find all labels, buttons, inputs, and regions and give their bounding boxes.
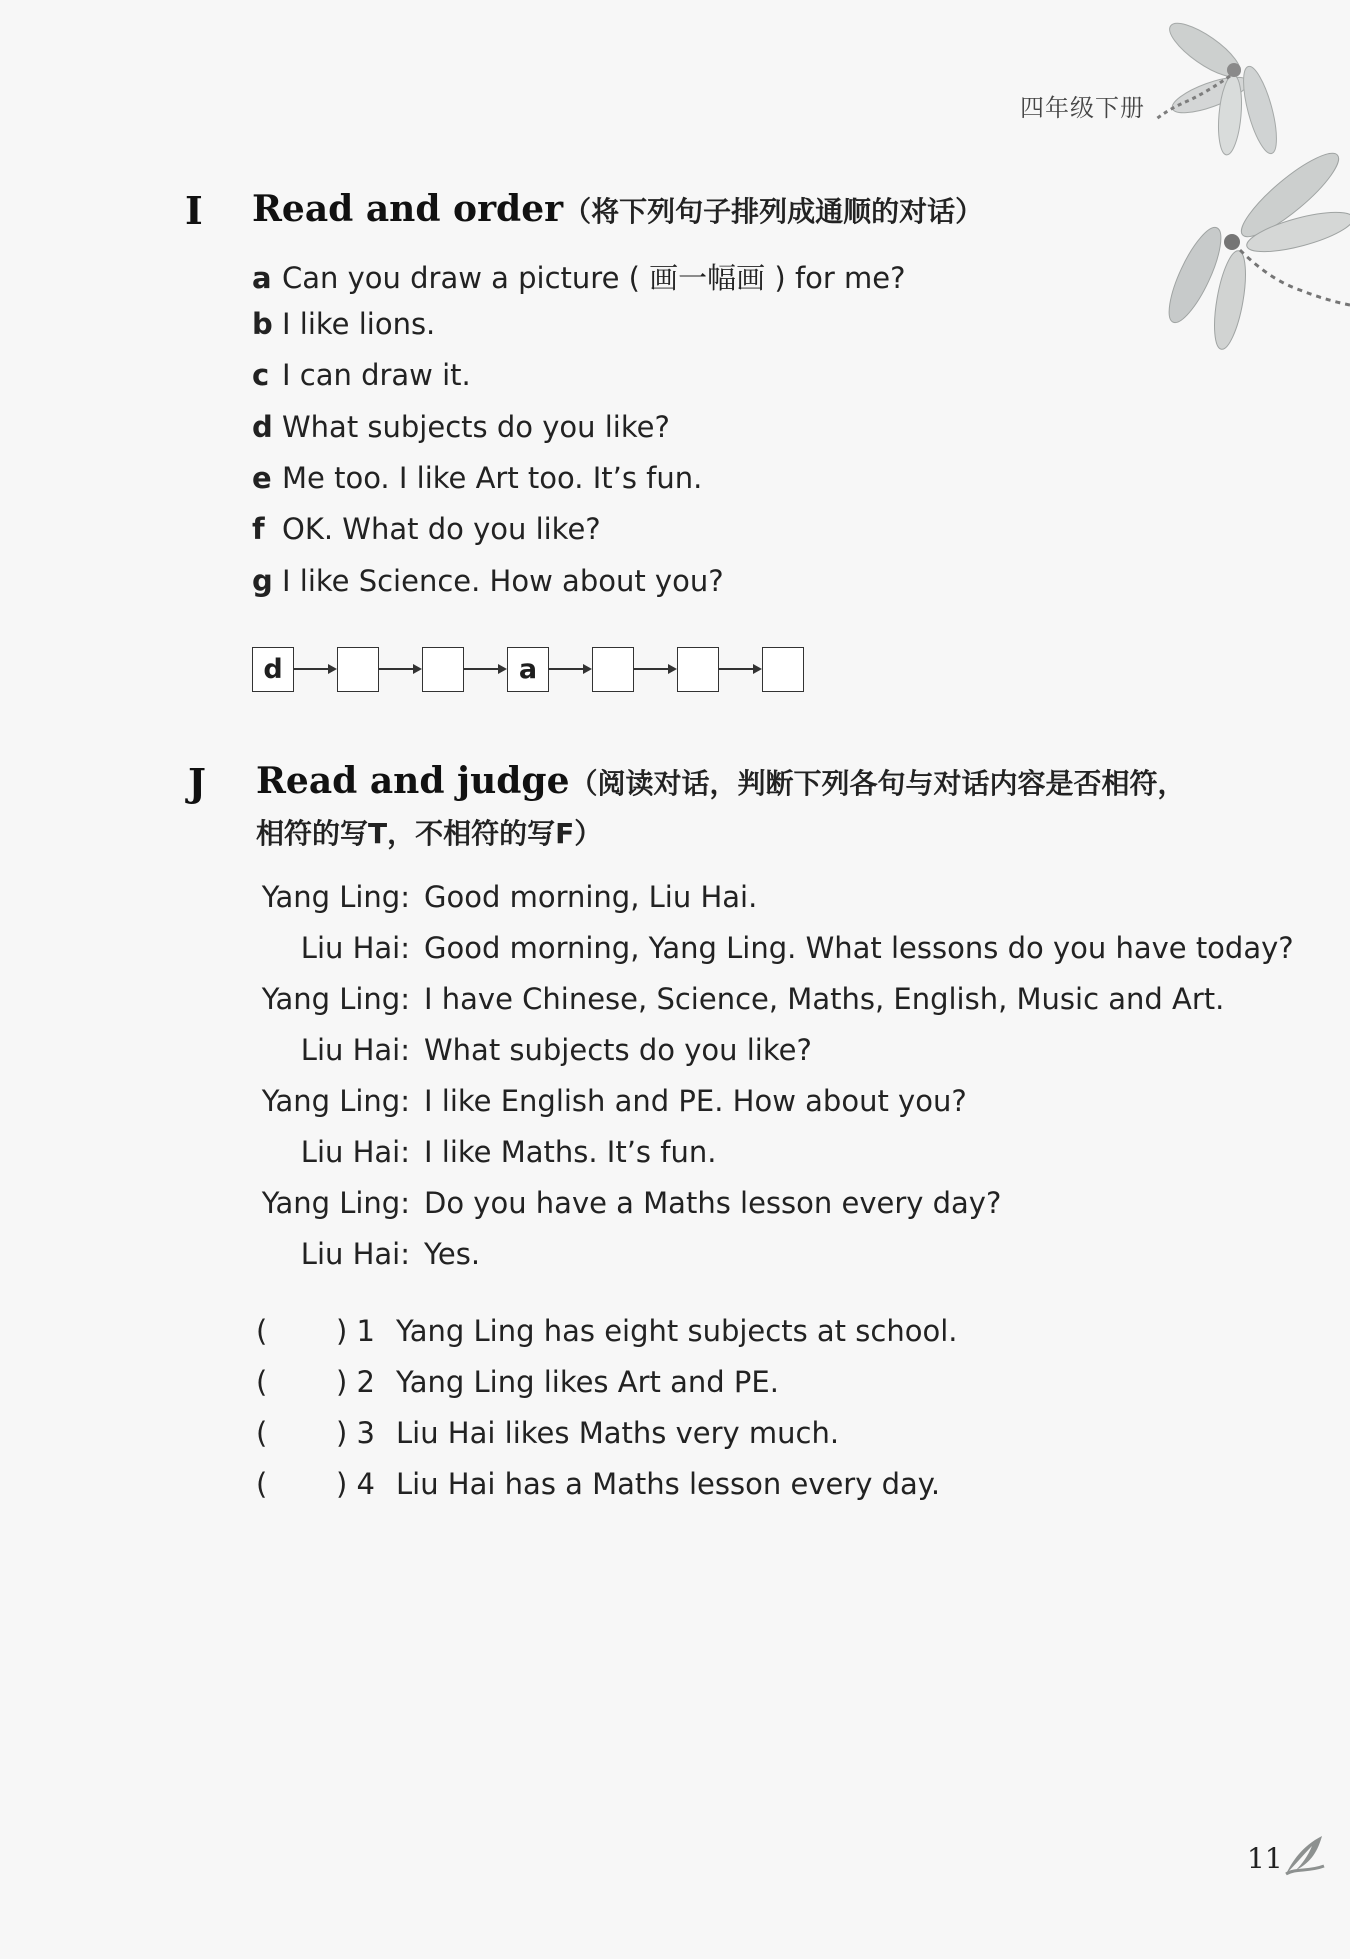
option-letter: c bbox=[252, 358, 270, 392]
statement-number: ) 4 bbox=[336, 1467, 375, 1501]
arrow-right-icon bbox=[719, 661, 762, 677]
option-b bbox=[252, 307, 435, 341]
dragonfly-illustration bbox=[1150, 10, 1350, 360]
answer-blank[interactable]: ( bbox=[256, 1314, 268, 1348]
dialogue-line bbox=[256, 1237, 480, 1271]
option-text: Can you draw a picture ( 画一幅画 ) for me? bbox=[282, 261, 906, 295]
option-text: I like lions. bbox=[282, 307, 436, 341]
arrow-right-icon bbox=[634, 661, 677, 677]
order-box-5[interactable] bbox=[592, 647, 634, 692]
arrow-right-icon bbox=[549, 661, 592, 677]
judge-statement-1 bbox=[256, 1314, 957, 1348]
page-number: 11 bbox=[1247, 1842, 1283, 1875]
section-j-heading bbox=[256, 760, 1186, 802]
speaker-name: Yang Ling: bbox=[261, 982, 410, 1016]
dialogue-text: Good morning, Yang Ling. What lessons do you have today? bbox=[424, 931, 1294, 965]
option-letter: b bbox=[252, 307, 273, 341]
option-g bbox=[252, 564, 724, 598]
statement-number: ) 2 bbox=[336, 1365, 375, 1399]
dialogue-line bbox=[256, 931, 1294, 965]
option-text: Me too. I like Art too. It’s fun. bbox=[282, 461, 703, 495]
statement-text: Yang Ling likes Art and PE. bbox=[396, 1365, 779, 1399]
order-box-7[interactable] bbox=[762, 647, 804, 692]
judge-statement-2 bbox=[256, 1365, 779, 1399]
speaker-name: Yang Ling: bbox=[261, 1186, 410, 1220]
dialogue-text: What subjects do you like? bbox=[424, 1033, 812, 1067]
option-text: I like Science. How about you? bbox=[282, 564, 724, 598]
judge-statement-3 bbox=[256, 1416, 839, 1450]
option-a bbox=[252, 256, 906, 297]
statement-number: ) 3 bbox=[336, 1416, 375, 1450]
speaker-name: Liu Hai: bbox=[300, 1135, 410, 1169]
option-letter: f bbox=[252, 512, 265, 546]
leaf-icon bbox=[1282, 1832, 1328, 1878]
dialogue-line bbox=[256, 1084, 967, 1118]
option-letter: d bbox=[252, 410, 273, 444]
order-box-1: d bbox=[252, 647, 294, 692]
option-letter: a bbox=[252, 261, 272, 295]
dialogue-text: I like Maths. It’s fun. bbox=[424, 1135, 717, 1169]
dialogue-line bbox=[256, 1135, 716, 1169]
order-box-6[interactable] bbox=[677, 647, 719, 692]
section-i-letter: I bbox=[185, 188, 203, 233]
dialogue-line bbox=[256, 982, 1224, 1016]
option-text: I can draw it. bbox=[282, 358, 471, 392]
section-j-letter: J bbox=[188, 760, 206, 805]
section-i-instruction: （将下列句子排列成通顺的对话） bbox=[563, 195, 984, 228]
answer-blank[interactable]: ( bbox=[256, 1365, 268, 1399]
section-j-instruction-line2: 相符的写T，不相符的写F） bbox=[256, 817, 603, 850]
answer-blank[interactable]: ( bbox=[256, 1416, 268, 1450]
dialogue-text: I have Chinese, Science, Maths, English, Music and Art. bbox=[424, 982, 1225, 1016]
statement-text: Yang Ling has eight subjects at school. bbox=[396, 1314, 958, 1348]
dialogue-line bbox=[256, 1033, 812, 1067]
option-letter: g bbox=[252, 564, 273, 598]
section-i-heading bbox=[252, 188, 983, 230]
statement-number: ) 1 bbox=[336, 1314, 375, 1348]
dialogue-text: Good morning, Liu Hai. bbox=[424, 880, 758, 914]
grade-label: 四年级下册 bbox=[1020, 94, 1145, 122]
judge-statement-4 bbox=[256, 1467, 940, 1501]
arrow-right-icon bbox=[464, 661, 507, 677]
option-letter: e bbox=[252, 461, 272, 495]
section-j-title: Read and judge bbox=[256, 760, 570, 802]
option-text: OK. What do you like? bbox=[282, 512, 601, 546]
speaker-name: Yang Ling: bbox=[261, 1084, 410, 1118]
order-chain bbox=[252, 645, 804, 693]
statement-text: Liu Hai likes Maths very much. bbox=[396, 1416, 840, 1450]
speaker-name: Yang Ling: bbox=[261, 880, 410, 914]
option-d bbox=[252, 410, 670, 444]
dialogue-text: Yes. bbox=[424, 1237, 481, 1271]
speaker-name: Liu Hai: bbox=[300, 1033, 410, 1067]
dialogue-line bbox=[256, 880, 757, 914]
arrow-right-icon bbox=[294, 661, 337, 677]
option-e bbox=[252, 461, 702, 495]
order-box-2[interactable] bbox=[337, 647, 379, 692]
dialogue-text: Do you have a Maths lesson every day? bbox=[424, 1186, 1002, 1220]
section-j-instruction-line1: （阅读对话，判断下列各句与对话内容是否相符， bbox=[569, 767, 1186, 800]
option-text: What subjects do you like? bbox=[282, 410, 670, 444]
option-c bbox=[252, 358, 471, 392]
section-i-title: Read and order bbox=[252, 188, 564, 230]
dialogue-line bbox=[256, 1186, 1001, 1220]
arrow-right-icon bbox=[379, 661, 422, 677]
answer-blank[interactable]: ( bbox=[256, 1467, 268, 1501]
dialogue-text: I like English and PE. How about you? bbox=[424, 1084, 967, 1118]
option-f bbox=[252, 512, 601, 546]
speaker-name: Liu Hai: bbox=[300, 931, 410, 965]
order-box-3[interactable] bbox=[422, 647, 464, 692]
statement-text: Liu Hai has a Maths lesson every day. bbox=[396, 1467, 941, 1501]
speaker-name: Liu Hai: bbox=[300, 1237, 410, 1271]
order-box-4: a bbox=[507, 647, 549, 692]
